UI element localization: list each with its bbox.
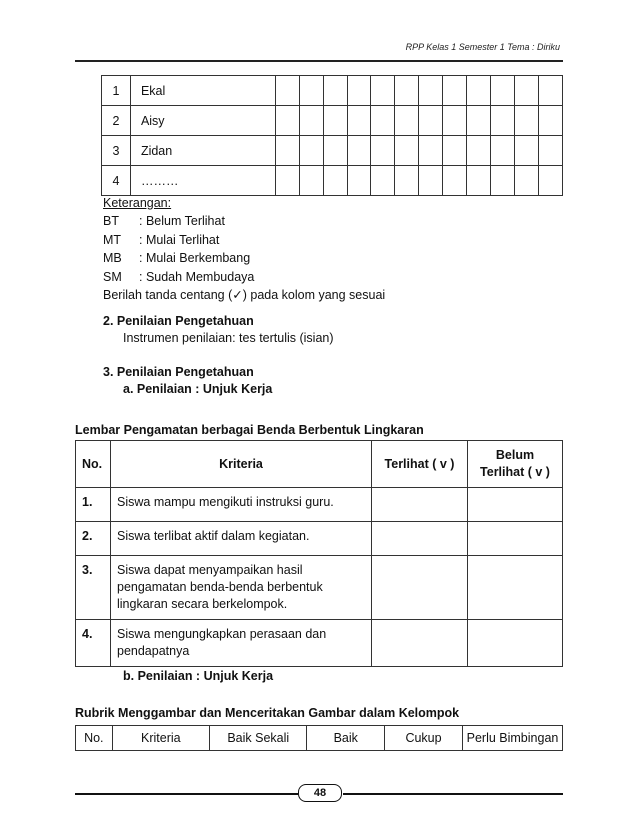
rubric-header-cell: Baik Sekali xyxy=(210,726,307,751)
check-cell[interactable] xyxy=(395,76,419,106)
rubric-table xyxy=(75,725,563,751)
legend-abbr: SM xyxy=(103,269,122,284)
check-cell[interactable] xyxy=(275,166,299,196)
page-footer xyxy=(75,788,563,800)
check-cell[interactable] xyxy=(419,166,443,196)
check-cell[interactable] xyxy=(395,166,419,196)
legend-item xyxy=(103,268,385,286)
section-3-heading: 3. Penilaian Pengetahuan xyxy=(103,365,254,379)
legend-desc: : Mulai Terlihat xyxy=(139,232,220,247)
rubric-header-cell: Baik xyxy=(307,726,385,751)
not-seen-cell[interactable] xyxy=(468,620,563,667)
row-number: 3. xyxy=(76,556,111,620)
student-name: Aisy xyxy=(130,106,275,136)
check-cell[interactable] xyxy=(515,136,539,166)
check-cell[interactable] xyxy=(299,166,323,196)
header-seen: Terlihat ( v ) xyxy=(372,441,468,488)
check-cell[interactable] xyxy=(347,136,371,166)
check-cell[interactable] xyxy=(491,76,515,106)
check-cell[interactable] xyxy=(371,76,395,106)
check-cell[interactable] xyxy=(419,76,443,106)
check-cell[interactable] xyxy=(491,136,515,166)
check-cell[interactable] xyxy=(419,106,443,136)
check-cell[interactable] xyxy=(443,76,467,106)
section-3a-heading: a. Penilaian : Unjuk Kerja xyxy=(123,382,273,396)
check-cell[interactable] xyxy=(467,136,491,166)
not-seen-cell[interactable] xyxy=(468,488,563,522)
section-2-text: Instrumen penilaian: tes tertulis (isian) xyxy=(123,331,334,345)
observation-row xyxy=(76,620,563,667)
check-cell[interactable] xyxy=(395,106,419,136)
observation-table xyxy=(75,440,563,667)
rubric-header-cell: Kriteria xyxy=(112,726,210,751)
seen-cell[interactable] xyxy=(372,488,468,522)
row-number: 2. xyxy=(76,522,111,556)
check-cell[interactable] xyxy=(299,136,323,166)
check-cell[interactable] xyxy=(323,76,347,106)
footer-rule-left xyxy=(75,793,298,795)
seen-cell[interactable] xyxy=(372,522,468,556)
legend-instruction: Berilah tanda centang (✓) pada kolom yang sesuai xyxy=(103,288,386,303)
check-cell[interactable] xyxy=(443,166,467,196)
check-cell[interactable] xyxy=(275,136,299,166)
check-cell[interactable] xyxy=(275,76,299,106)
check-cell[interactable] xyxy=(539,76,563,106)
check-cell[interactable] xyxy=(347,76,371,106)
rubric-header-cell: Perlu Bimbingan xyxy=(462,726,562,751)
observation-row xyxy=(76,488,563,522)
check-cell[interactable] xyxy=(347,166,371,196)
rubric-header-cell: No. xyxy=(76,726,113,751)
check-cell[interactable] xyxy=(515,166,539,196)
student-row xyxy=(102,76,563,106)
row-number: 4. xyxy=(76,620,111,667)
check-cell[interactable] xyxy=(443,136,467,166)
rubric-title: Rubrik Menggambar dan Menceritakan Gambar dalam Kelompok xyxy=(75,706,460,720)
check-cell[interactable] xyxy=(371,136,395,166)
check-cell[interactable] xyxy=(323,106,347,136)
check-cell[interactable] xyxy=(539,166,563,196)
check-cell[interactable] xyxy=(323,166,347,196)
check-cell[interactable] xyxy=(491,106,515,136)
not-seen-cell[interactable] xyxy=(468,556,563,620)
header-not-seen: Belum Terlihat ( v ) xyxy=(468,441,563,488)
observation-header-row xyxy=(76,441,563,488)
student-number: 4 xyxy=(102,166,131,196)
check-cell[interactable] xyxy=(347,106,371,136)
student-row xyxy=(102,166,563,196)
student-number: 1 xyxy=(102,76,131,106)
legend-desc: : Mulai Berkembang xyxy=(139,251,251,266)
check-cell[interactable] xyxy=(467,166,491,196)
header-criteria: Kriteria xyxy=(111,441,372,488)
check-cell[interactable] xyxy=(371,106,395,136)
check-cell[interactable] xyxy=(515,76,539,106)
student-checklist-table xyxy=(101,75,563,196)
student-number: 2 xyxy=(102,106,131,136)
legend-abbr: MT xyxy=(103,232,122,247)
header-rule xyxy=(75,60,563,62)
legend-item xyxy=(103,231,385,249)
section-2-heading: 2. Penilaian Pengetahuan xyxy=(103,314,254,328)
check-cell[interactable] xyxy=(539,106,563,136)
observation-title: Lembar Pengamatan berbagai Benda Berbentuk Lingkaran xyxy=(75,423,424,437)
seen-cell[interactable] xyxy=(372,620,468,667)
legend-item xyxy=(103,212,385,230)
check-cell[interactable] xyxy=(275,106,299,136)
page-number: 48 xyxy=(298,784,342,802)
running-header: RPP Kelas 1 Semester 1 Tema : Diriku xyxy=(405,42,560,52)
check-cell[interactable] xyxy=(491,166,515,196)
footer-rule-right xyxy=(343,793,563,795)
check-cell[interactable] xyxy=(467,106,491,136)
legend-desc: : Sudah Membudaya xyxy=(139,269,255,284)
observation-row xyxy=(76,556,563,620)
rubric-header-cell: Cukup xyxy=(385,726,463,751)
seen-cell[interactable] xyxy=(372,556,468,620)
legend-abbr: BT xyxy=(103,214,119,229)
observation-row xyxy=(76,522,563,556)
check-cell[interactable] xyxy=(467,76,491,106)
check-cell[interactable] xyxy=(299,106,323,136)
not-seen-cell[interactable] xyxy=(468,522,563,556)
student-name: Zidan xyxy=(130,136,275,166)
row-criteria: Siswa dapat menyampaikan hasil pengamatan benda-benda berbentuk lingkaran secara berkelompok. xyxy=(111,556,372,620)
check-cell[interactable] xyxy=(299,76,323,106)
student-name: Ekal xyxy=(130,76,275,106)
student-name: ……… xyxy=(130,166,275,196)
check-cell[interactable] xyxy=(443,106,467,136)
student-row xyxy=(102,106,563,136)
check-cell[interactable] xyxy=(515,106,539,136)
header-no: No. xyxy=(76,441,111,488)
row-criteria: Siswa mengungkapkan perasaan dan pendapatnya xyxy=(111,620,372,667)
student-row xyxy=(102,136,563,166)
rubric-header-row xyxy=(76,726,563,751)
legend xyxy=(103,194,385,304)
check-cell[interactable] xyxy=(419,136,443,166)
check-cell[interactable] xyxy=(539,136,563,166)
legend-abbr: MB xyxy=(103,251,122,266)
section-3b-heading: b. Penilaian : Unjuk Kerja xyxy=(123,669,274,683)
legend-item xyxy=(103,249,385,267)
row-criteria: Siswa terlibat aktif dalam kegiatan. xyxy=(111,522,372,556)
legend-desc: : Belum Terlihat xyxy=(139,214,225,229)
row-number: 1. xyxy=(76,488,111,522)
check-cell[interactable] xyxy=(323,136,347,166)
check-cell[interactable] xyxy=(395,136,419,166)
legend-title: Keterangan: xyxy=(103,196,172,210)
row-criteria: Siswa mampu mengikuti instruksi guru. xyxy=(111,488,372,522)
check-cell[interactable] xyxy=(371,166,395,196)
student-number: 3 xyxy=(102,136,131,166)
